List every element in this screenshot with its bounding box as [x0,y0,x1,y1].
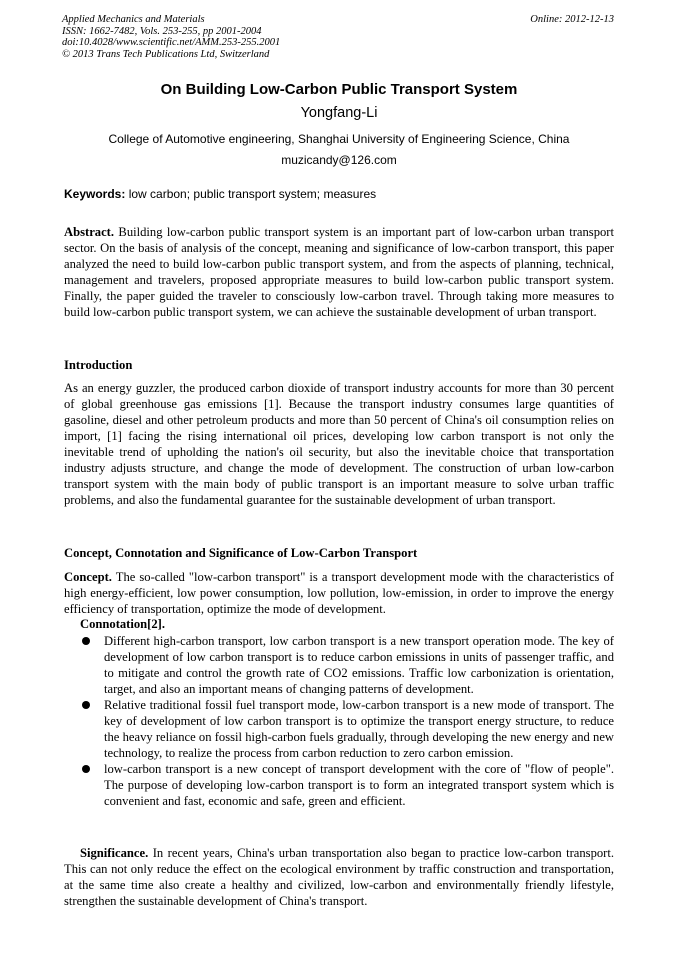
list-item [80,697,614,761]
paper-title: On Building Low-Carbon Public Transport System [160,81,518,98]
introduction-heading: Introduction [64,358,133,372]
introduction-text: As an energy guzzler, the produced carbon dioxide of transport industry accounts for more than 30 percent of global greenhouse gas emissions [1]. Because the transport industry consumes large quantities of gasoline, diesel and other petroleum products and more than 50 percent of China's oil consumption relies on import, [1] facing the rising international oil prices, developing low carbon transport is not only the inevitable trend of upholding the nation's oil security, but also the inevitable choice that transportation industry adjusts structure, and change the mode of development. The construction of urban low-carbon transport system with the main body of public transport is an important measure to solve urban traffic problems, and also the fundamental guarantee for the sustainable development of urban transport. [64,381,614,507]
online-date: Online: 2012-12-13 [530,14,614,25]
issn-line: ISSN: 1662-7482, Vols. 253-255, pp 2001-2004 [62,25,262,37]
concept-text: The so-called "low-carbon transport" is a transport development mode with the characteristics of high energy-efficient, low power consumption, low pollution, low-emission, in order to improve the energy efficiency of transportation, optimize the mode of development. [64,570,614,616]
concept-label: Concept. [64,570,112,584]
significance-label: Significance. [80,846,149,860]
list-item-text: low-carbon transport is a new concept of transport development with the core of "flow of people". The purpose of developing low-carbon transport is to form an integrated transport system which is convenient and fast, economic and safe, green and efficient. [104,762,614,808]
connotation-list [80,633,614,809]
bullet-icon [82,701,90,709]
list-item-text: Different high-carbon transport, low carbon transport is a new transport operation mode. The key of development of low carbon transport is to reduce carbon emissions in units of passenger traffic, and to mitigate and control the growth rate of CO2 emissions. Traffic low carbonization is orientation, target, and also an important means of changing patterns of development. [104,634,614,696]
abstract-text: Building low-carbon public transport system is an important part of low-carbon urban transport sector. On the basis of analysis of the concept, meaning and significance of low-carbon transport, this paper analyzed the need to build low-carbon public transport system, and from the aspects of planning, technical, management and travelers, proposed appropriate measures to build low-carbon public transport system. Finally, the paper guided the traveler to consciously low-carbon travel. Through taking more measures to build low-carbon public transport system, we can achieve the sustainable development of urban transport. [64,225,614,319]
keywords-text: low carbon; public transport system; measures [125,187,377,201]
bullet-icon [82,765,90,773]
concept-paragraph [64,569,614,617]
section-heading: Concept, Connotation and Significance of Low-Carbon Transport [64,546,418,560]
copyright-line: © 2013 Trans Tech Publications Ltd, Switzerland [62,48,270,60]
list-item [80,761,614,809]
keywords-label: Keywords: [64,187,126,201]
connotation-heading: Connotation[2]. [80,617,166,631]
journal-header [62,14,280,60]
list-item-text: Relative traditional fossil fuel transport mode, low-carbon transport is a new mode of transport. The key of development of low carbon transport is to optimize the transport energy structure, to reduce the heavy reliance on fossil high-carbon fuels gradually, through developing the new energy and new technology, to realize the process from carbon reduction to zero carbon emission. [104,698,614,760]
journal-name: Applied Mechanics and Materials [62,14,205,25]
abstract-label: Abstract. [64,225,115,239]
bullet-icon [82,637,90,645]
list-item [80,633,614,697]
affiliation: College of Automotive engineering, Shanghai University of Engineering Science, China [108,132,570,146]
significance-text: In recent years, China's urban transportation also began to practice low-carbon transport. This can not only reduce the effect on the ecological environment by traffic construction and transportation, at the same time also create a healthy and civilized, low-carbon and environmentally friendly lifestyle, strengthen the sustainable development of China's transport. [64,846,614,908]
author-name: Yongfang-Li [300,105,378,121]
doi-line: doi:10.4028/www.scientific.net/AMM.253-255.2001 [62,37,281,48]
abstract [64,224,614,320]
keywords [64,187,376,201]
author-email: muzicandy@126.com [281,153,397,167]
significance-paragraph [64,845,614,909]
